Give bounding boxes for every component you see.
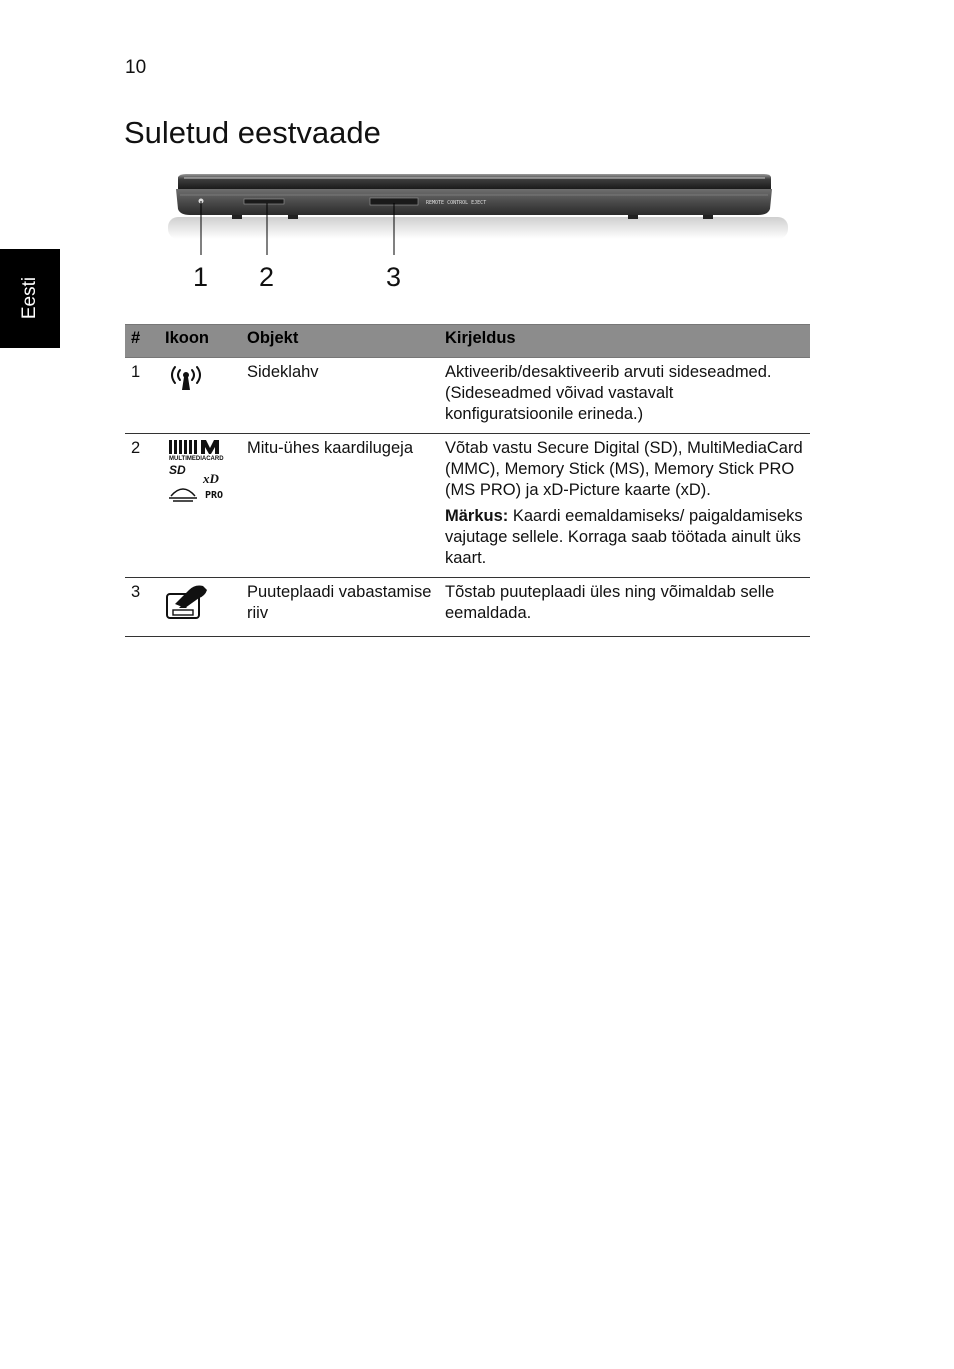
- svg-text:SD: SD: [169, 463, 186, 477]
- table-row: [125, 578, 810, 637]
- callout-1: 1: [193, 262, 209, 292]
- card-reader-slot: [244, 199, 284, 204]
- laptop-foot: [703, 215, 713, 219]
- card-reader-icon: [165, 438, 233, 504]
- svg-text:PRO: PRO: [205, 490, 224, 501]
- row-description: Tõstab puuteplaadi üles ning võimaldab selle eemaldada.: [439, 578, 810, 637]
- row-object: Sideklahv: [241, 358, 439, 434]
- note-text: Kaardi eemaldamiseks/ paigaldamiseks vajutage sellele. Korraga saab töötada ainult üks kaart.: [445, 507, 803, 567]
- side-tab-label: Eesti: [19, 276, 40, 320]
- laptop-foot: [232, 215, 242, 219]
- table-row: [125, 358, 810, 434]
- page-title: Suletud eestvaade: [124, 115, 381, 150]
- callout-2: 2: [259, 262, 275, 292]
- laptop-shadow: [168, 217, 788, 239]
- language-side-tab: [0, 249, 60, 348]
- touchpad-release-icon: [165, 582, 211, 622]
- header-num: #: [125, 325, 159, 358]
- row-object: Mitu-ühes kaardilugeja: [241, 434, 439, 578]
- row-note: [445, 506, 804, 569]
- device-label: REMOTE CONTROL EJECT: [426, 200, 487, 206]
- header-icon: Ikoon: [159, 325, 241, 358]
- row-description: Aktiveerib/desaktiveerib arvuti sideseadmed. (Sideseadmed võivad vastavalt konfiguratsioonile erineda.): [439, 358, 810, 434]
- row-num: 2: [125, 434, 159, 578]
- svg-text:MULTIMEDIACARD: MULTIMEDIACARD: [169, 456, 224, 462]
- header-object: Objekt: [241, 325, 439, 358]
- callout-3: 3: [386, 262, 402, 292]
- parts-table: [125, 324, 810, 637]
- laptop-foot: [628, 215, 638, 219]
- row-num: 1: [125, 358, 159, 434]
- svg-text:xD: xD: [203, 471, 219, 486]
- laptop-foot: [288, 215, 298, 219]
- laptop-front-view: [150, 165, 810, 305]
- note-label: Märkus:: [445, 507, 509, 525]
- wireless-icon: [166, 362, 206, 394]
- page-number: 10: [125, 57, 147, 78]
- table-row: [125, 434, 810, 578]
- header-description: Kirjeldus: [439, 325, 810, 358]
- row-description: Võtab vastu Secure Digital (SD), MultiMediaCard (MMC), Memory Stick (MS), Memory Stick PRO (MS PRO) ja xD-Picture kaarte (xD).: [445, 439, 803, 499]
- row-description-cell: [439, 434, 810, 578]
- row-object: Puuteplaadi vabastamise riiv: [241, 578, 439, 637]
- table-header-row: [125, 325, 810, 358]
- laptop-lid: [178, 174, 771, 189]
- row-num: 3: [125, 578, 159, 637]
